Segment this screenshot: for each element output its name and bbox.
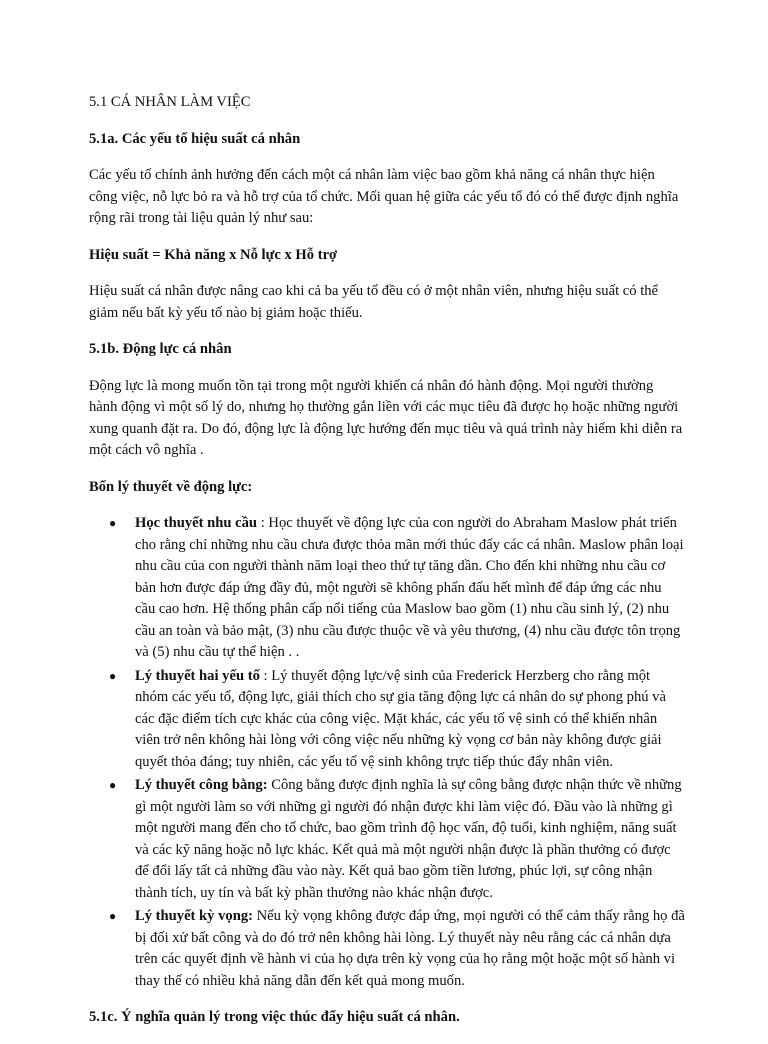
theory-text: : Học thuyết về động lực của con người do Abraham Maslow phát triển cho rằng chỉ những nhu cầu chưa được thỏa mãn mới thúc đẩy các cá nhân. Maslow phân loại nhu cầu của con người thành năm loại theo thứ tự tăng dần. Cho đến khi những nhu cầu cơ bản hơn được đáp ứng đầy đủ, một người sẽ không phấn đấu hết mình để đáp ứng các nhu cầu cao hơn. Hệ thống phân cấp nổi tiếng của Maslow bao gồm (1) nhu cầu sinh lý, (2) nhu cầu an toàn và bảo mật, (3) nhu cầu được thuộc về và yêu thương, (4) nhu cầu được tôn trọng và (5) nhu cầu tự thể hiện . . bbox=[135, 515, 684, 660]
subsection-a-paragraph-2: Hiệu suất cá nhân được nâng cao khi cả ba yếu tố đều có ở một nhân viên, nhưng hiệu suất có thể giảm nếu bất kỳ yếu tố nào bị giảm hoặc thiếu. bbox=[89, 283, 659, 321]
theory-term: Lý thuyết công bằng: bbox=[135, 777, 268, 793]
subsection-c-heading: 5.1c. Ý nghĩa quản lý trong việc thúc đẩy hiệu suất cá nhân. bbox=[89, 1009, 460, 1025]
theories-list bbox=[89, 513, 685, 992]
theory-text: Công bằng được định nghĩa là sự công bằng được nhận thức về những gì một người làm so với những gì người đó nhận được khi làm việc đó. Đầu vào là những gì một người mang đến cho tổ chức, bao gồm trình độ học vấn, độ tuổi, kinh nghiệm, năng suất và các kỹ năng hoặc nỗ lực khác. Kết quả mà một người nhận được là phần thưởng có được để đổi lấy tất cả những đầu vào này. Kết quả bao gồm tiền lương, phúc lợi, sự công nhận thành tích, uy tín và bất kỳ phần thưởng nào khác nhận được. bbox=[135, 777, 682, 901]
theory-text: : Lý thuyết động lực/vệ sinh của Frederick Herzberg cho rằng một nhóm các yếu tố, động lực, giải thích cho sự gia tăng động lực cá nhân do sự phong phú và các đặc điểm tích cực khác của công việc. Mặt khác, các yếu tố vệ sinh có thể khiến nhân viên trở nên không hài lòng với công việc nếu những kỳ vọng cơ bản này không được giải quyết thỏa đáng; tuy nhiên, các yếu tố vệ sinh không trực tiếp thúc đẩy nhân viên. bbox=[135, 667, 666, 770]
subsection-a-paragraph-1: Các yếu tố chính ảnh hưởng đến cách một cá nhân làm việc bao gồm khả năng cá nhân thực hiện công việc, nỗ lực bỏ ra và hỗ trợ của tổ chức. Mối quan hệ giữa các yếu tố đó có thể được định nghĩa rộng rãi trong tài liệu quản lý như sau: bbox=[89, 167, 679, 226]
bullet-icon: ● bbox=[109, 668, 117, 683]
subsection-b-paragraph-1: Động lực là mong muốn tồn tại trong một người khiến cá nhân đó hành động. Mọi người thường hành động vì một số lý do, nhưng họ thường gắn liền với các mục tiêu đã được họ hoặc những người xung quanh đặt ra. Do đó, động lực là động lực hướng đến mục tiêu và quá trình này hiếm khi diễn ra một cách vô nghĩa . bbox=[89, 377, 683, 458]
theory-term: Lý thuyết kỳ vọng: bbox=[135, 908, 253, 924]
list-item-expectancy-theory bbox=[109, 906, 685, 992]
section-title: 5.1 CÁ NHÂN LÀM VIỆC bbox=[89, 94, 251, 110]
bullet-icon: ● bbox=[109, 909, 117, 923]
subsection-b-heading: 5.1b. Động lực cá nhân bbox=[89, 341, 232, 357]
list-item-two-factor-theory bbox=[109, 666, 685, 774]
subsection-a-heading: 5.1a. Các yếu tố hiệu suất cá nhân bbox=[89, 130, 301, 147]
bullet-icon: ● bbox=[109, 516, 117, 530]
theory-term: Học thuyết nhu cầu bbox=[135, 515, 258, 531]
theories-heading: Bốn lý thuyết về động lực: bbox=[89, 478, 253, 495]
bullet-icon: ● bbox=[109, 778, 117, 792]
list-item-equity-theory bbox=[109, 775, 685, 904]
performance-formula: Hiệu suất = Khả năng x Nỗ lực x Hỗ trợ bbox=[89, 246, 338, 263]
theory-term: Lý thuyết hai yếu tố bbox=[135, 667, 260, 684]
document-page bbox=[89, 92, 685, 1044]
theory-text: Nếu kỳ vọng không được đáp ứng, mọi người có thể cảm thấy rằng họ đã bị đối xử bất công và do đó trở nên không hài lòng. Lý thuyết này nêu rằng các cá nhân dựa trên các quyết định về hành vi của họ dựa trên kỳ vọng của họ rằng một hoặc một số hành vi thay thế có nhiều khả năng dẫn đến kết quả mong muốn. bbox=[135, 908, 685, 989]
list-item-needs-theory bbox=[109, 513, 685, 664]
